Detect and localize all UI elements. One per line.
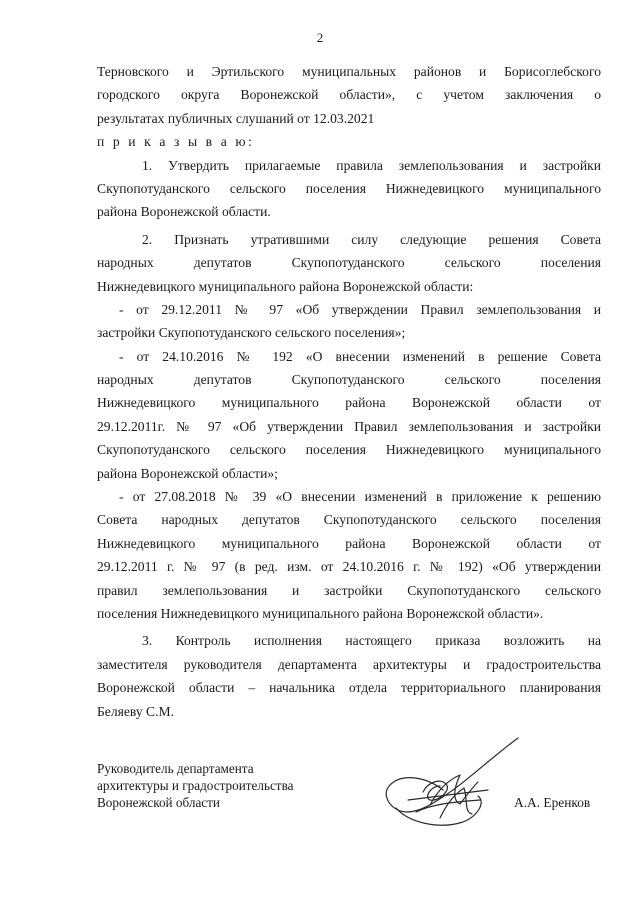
item-3-line: 3. Контроль исполнения настоящего приказа возложить на xyxy=(142,633,601,649)
page-number: 2 xyxy=(316,30,324,45)
text-line: заместителя руководителя департамента архитектуры и градостроительства xyxy=(97,656,601,672)
text-line: района Воронежской области. xyxy=(97,204,271,220)
handwritten-signature xyxy=(368,730,528,840)
text-line: народных депутатов Скупопотуданского сельского поселения xyxy=(97,372,601,388)
item-1-line: 1. Утвердить прилагаемые правила землепользования и застройки xyxy=(142,157,601,173)
text-line: поселения Нижнедевицкого муниципального района Воронежской области». xyxy=(97,605,544,621)
text-line: результатах публичных слушаний от 12.03.2021 xyxy=(97,110,375,126)
order-word: п р и к а з ы в а ю: xyxy=(97,134,255,150)
text-line: Терновского и Эртильского муниципальных районов и Борисоглебского xyxy=(97,64,601,79)
text-line: правил землепользования и застройки Скупопотуданского сельского xyxy=(97,582,601,598)
text-line: застройки Скупопотуданского сельского поселения»; xyxy=(97,325,406,341)
text-line: Воронежской области – начальника отдела территориального планирования xyxy=(97,680,601,696)
text-line: 29.12.2011г. № 97 «Об утверждении Правил землепользования и застройки xyxy=(97,418,601,434)
text-line: Нижнедевицкого муниципального района Воронежской области от xyxy=(97,395,601,411)
text-line: Скупопотуданского сельского поселения Нижнедевицкого муниципального xyxy=(97,180,601,196)
dash-item-line: - от 27.08.2018 № 39 «О внесении изменений в приложение к решению xyxy=(119,489,601,505)
text-line: городского округа Воронежской области», с учетом заключения о xyxy=(97,87,601,103)
item-2-line: 2. Признать утратившими силу следующие решения Совета xyxy=(142,231,601,247)
signatory-name: А.А. Еренков xyxy=(514,795,591,810)
document-body xyxy=(97,60,601,723)
text-line: народных депутатов Скупопотуданского сельского поселения xyxy=(97,255,601,271)
dash-item-line: - от 24.10.2016 № 192 «О внесении изменений в решение Совета xyxy=(119,348,601,364)
text-line: Совета народных депутатов Скупопотуданского сельского поселения xyxy=(97,512,601,528)
text-line: Нижнедевицкого муниципального района Воронежской области от xyxy=(97,535,601,551)
dash-item-line: - от 29.12.2011 № 97 «Об утверждении Правил землепользования и xyxy=(119,301,601,317)
text-line: района Воронежской области»; xyxy=(97,465,278,481)
position-line: Руководитель департамента xyxy=(97,761,254,776)
text-line: Нижнедевицкого муниципального района Воронежской области: xyxy=(97,278,474,294)
text-line: 29.12.2011 г. № 97 (в ред. изм. от 24.10.2016 г. № 192) «Об утверждении xyxy=(97,559,601,575)
signatory-position xyxy=(97,760,377,811)
position-line: Воронежской области xyxy=(97,795,220,810)
text-line: Беляеву С.М. xyxy=(97,703,175,719)
text-line: Скупопотуданского сельского поселения Нижнедевицкого муниципального xyxy=(97,442,601,458)
position-line: архитектуры и градостроительства xyxy=(97,778,294,793)
